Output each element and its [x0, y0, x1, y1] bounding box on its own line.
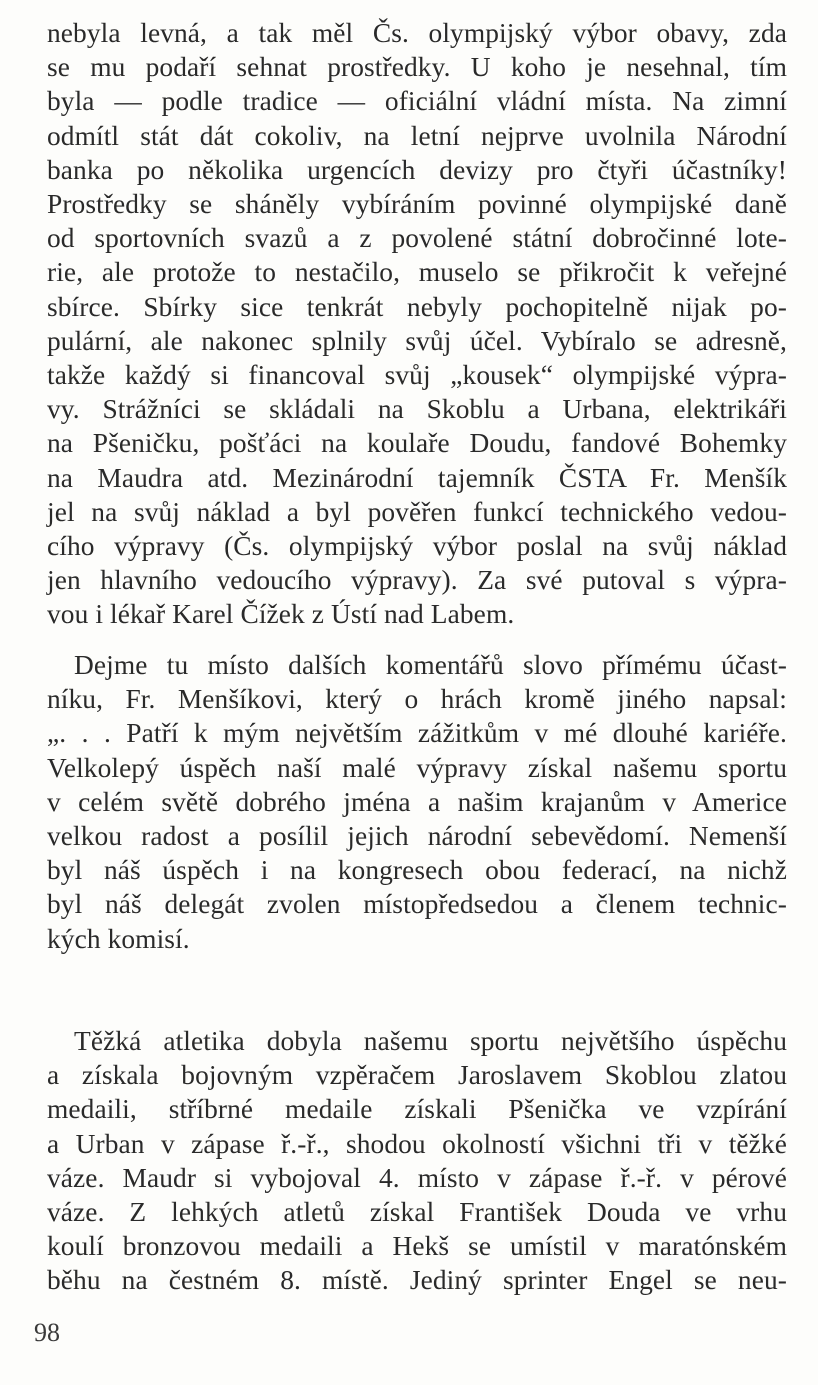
text-line: nebyla levná, a tak měl Čs. olympijský výbor obavy, zda — [47, 18, 787, 48]
text-line: Velkolepý úspěch naší malé výpravy získal našemu sportu — [47, 752, 787, 783]
text-line: a Urban v zápase ř.-ř., shodou okolností všichni tři v těžké — [47, 1128, 787, 1159]
paragraph-1 — [47, 16, 787, 632]
text-line: Dejme tu místo dalších komentářů slovo přímému účast- — [74, 650, 787, 680]
text-line: Těžká atletika dobyla našemu sportu největšího úspěchu — [74, 1026, 787, 1056]
text-line: byla — podle tradice — oficiální vládní místa. Na zimní — [47, 86, 787, 117]
text-line: níku, Fr. Menšíkovi, který o hrách kromě jiného napsal: — [47, 684, 787, 715]
text-line: na Pšeničku, pošťáci na koulaře Doudu, fandové Bohemky — [47, 428, 787, 459]
text-line: váze. Z lehkých atletů získal František Douda ve vrhu — [47, 1197, 787, 1228]
text-line: a získala bojovným vzpěračem Jaroslavem Skoblou zlatou — [47, 1060, 787, 1091]
text-line: „. . . Patří k mým největším zážitkům v mé dlouhé kariéře. — [47, 718, 787, 749]
text-line: koulí bronzovou medaili a Hekš se umístil v maratónském — [47, 1231, 787, 1262]
text-line: odmítl stát dát cokoliv, na letní nejprve uvolnila Národní — [47, 120, 787, 151]
text-line: byl náš delegát zvolen místopředsedou a členem technic- — [47, 889, 787, 920]
text-line: vou i lékař Karel Čížek z Ústí nad Labem. — [47, 599, 515, 630]
text-line: jel na svůj náklad a byl pověřen funkcí technického vedou- — [47, 496, 787, 527]
text-line: rie, ale protože to nestačilo, muselo se přikročit k veřejné — [47, 257, 787, 288]
text-line: kých komisí. — [47, 923, 190, 954]
paragraph-3 — [47, 1024, 787, 1298]
text-line: Prostředky se sháněly vybíráním povinné olympijské daně — [47, 189, 787, 220]
text-line: od sportovních svazů a z povolené státní dobročinné lote- — [47, 223, 787, 254]
text-line: banka po několika urgencích devizy pro čtyři účastníky! — [47, 154, 787, 185]
paragraph-2 — [47, 648, 787, 956]
text-line: medaili, stříbrné medaile získali Pšenička ve vzpírání — [47, 1094, 787, 1125]
text-line: velkou radost a posílil jejich národní sebevědomí. Nemenší — [47, 821, 787, 852]
text-line: na Maudra atd. Mezinárodní tajemník ČSTA Fr. Menšík — [47, 462, 787, 493]
text-line: cího výpravy (Čs. olympijský výbor poslal na svůj náklad — [47, 531, 787, 562]
text-line: v celém světě dobrého jména a našim krajanům v Americe — [47, 786, 787, 817]
text-line: vy. Strážníci se skládali na Skoblu a Urbana, elektrikáři — [47, 394, 787, 425]
text-line: takže každý si financoval svůj „kousek“ olympijské výpra- — [47, 360, 787, 391]
text-line: váze. Maudr si vybojoval 4. místo v zápase ř.-ř. v pérové — [47, 1162, 787, 1193]
text-line: sbírce. Sbírky sice tenkrát nebyly pochopitelně nijak po- — [47, 291, 787, 322]
text-line: pulární, ale nakonec splnily svůj účel. Vybíralo se adresně, — [47, 325, 787, 356]
text-line: jen hlavního vedoucího výpravy). Za své putoval s výpra- — [47, 565, 787, 596]
text-line: běhu na čestném 8. místě. Jediný sprinter Engel se neu- — [47, 1265, 787, 1296]
page-number: 98 — [34, 1318, 60, 1347]
text-line: se mu podaří sehnat prostředky. U koho je nesehnal, tím — [47, 52, 787, 83]
text-line: byl náš úspěch i na kongresech obou federací, na nichž — [47, 855, 787, 886]
